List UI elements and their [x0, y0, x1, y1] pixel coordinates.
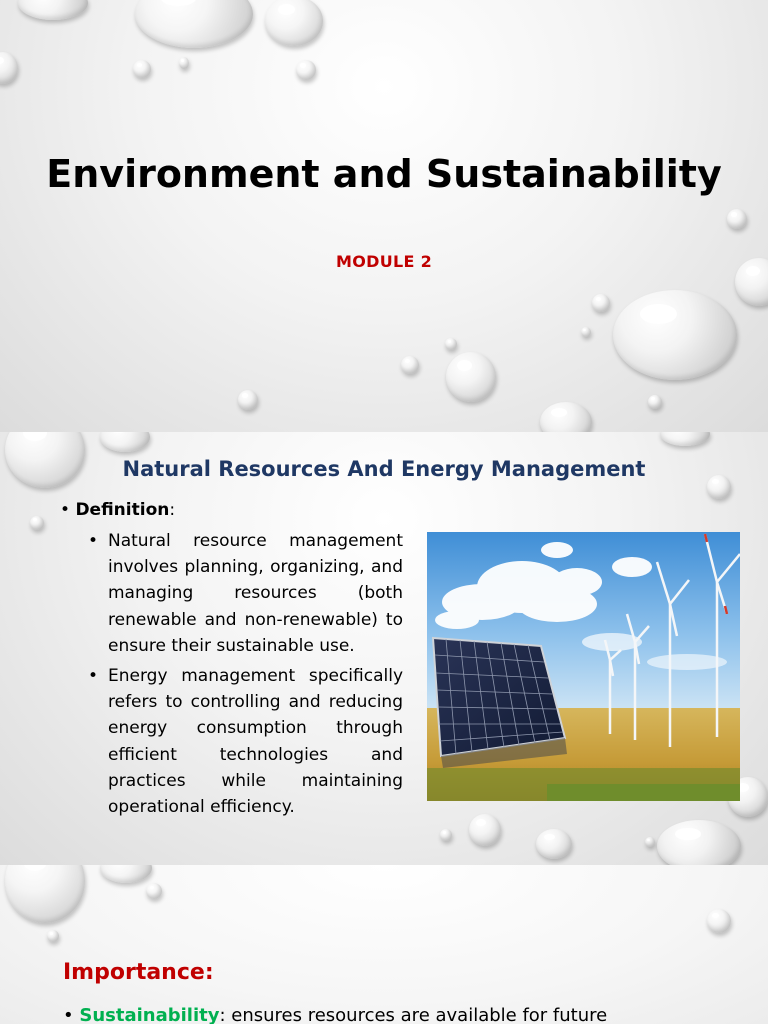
water-drop	[100, 865, 152, 883]
slide-importance	[0, 865, 768, 1024]
importance-heading-colon: :	[204, 960, 214, 985]
slide-title	[0, 0, 768, 432]
definition-label: Definition	[75, 500, 170, 520]
water-drop	[5, 865, 85, 923]
water-drop	[707, 909, 731, 933]
water-drop	[648, 395, 662, 409]
bullet: •	[88, 666, 99, 687]
importance-heading-text: Importance	[63, 960, 205, 985]
keyword-sustainability: Sustainability	[79, 1005, 220, 1024]
water-drop	[0, 52, 18, 84]
bullet: •	[63, 1005, 74, 1024]
water-drop	[30, 516, 44, 530]
water-drop	[401, 356, 419, 374]
definition-colon: :	[169, 500, 176, 520]
module-label: MODULE 2	[335, 252, 433, 271]
water-drop	[592, 294, 610, 312]
water-drop	[645, 837, 655, 847]
importance-list-item	[63, 1005, 607, 1024]
water-drop	[135, 0, 253, 48]
water-drop	[238, 390, 258, 410]
water-drop	[540, 402, 592, 432]
bullet: •	[88, 531, 99, 551]
water-drop	[265, 0, 323, 46]
importance-item-text: : ensures resources are available for future	[219, 1005, 608, 1024]
list-item-text: Energy management specifically refers to controlling and reducing energy consumption through efficient technologies and practices while maintaining operational efficiency.	[108, 666, 403, 818]
bullet: •	[60, 500, 71, 520]
water-drop	[660, 432, 710, 446]
list-item	[88, 663, 403, 820]
water-drop	[47, 930, 59, 942]
water-drop	[469, 814, 501, 846]
water-drop	[727, 209, 747, 229]
water-drop	[613, 290, 737, 380]
section-heading: Natural Resources And Energy Management	[122, 457, 646, 481]
water-drop	[446, 352, 496, 402]
water-drop	[133, 60, 151, 78]
water-drop	[18, 0, 88, 20]
importance-heading	[63, 960, 214, 985]
list-item	[88, 528, 403, 659]
water-drop	[581, 327, 591, 337]
definition-list	[88, 528, 403, 824]
definition-row	[60, 500, 175, 520]
water-drop	[536, 829, 572, 859]
water-drop	[440, 829, 452, 841]
water-drop	[657, 820, 741, 865]
water-drop	[146, 883, 162, 899]
solar-wind-photo	[427, 532, 740, 801]
water-drop	[100, 432, 150, 452]
slide-natural-resources	[0, 432, 768, 865]
list-item-text: Natural resource management involves planning, organizing, and managing resources (both renewable and non-renewable) to ensure their sustainable use.	[108, 531, 403, 656]
water-drop	[179, 57, 189, 69]
water-drop	[445, 338, 457, 350]
water-drop	[296, 60, 316, 80]
slide-title-text: Environment and Sustainability	[46, 152, 722, 196]
